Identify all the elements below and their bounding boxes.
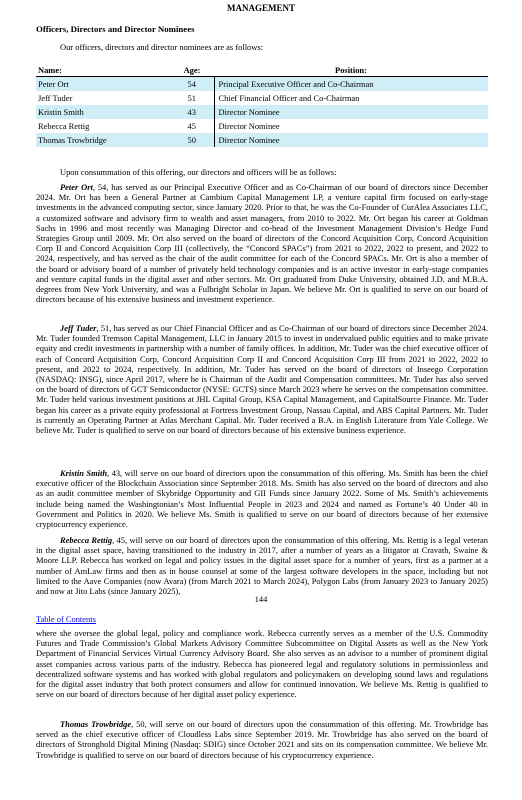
- page-title: MANAGEMENT: [227, 3, 295, 13]
- table-of-contents-link[interactable]: Table of Contents: [36, 614, 96, 624]
- bio-name: Jeff Tuder: [60, 323, 97, 333]
- bio-text: , 50, will serve on our board of directors upon the consummation of this offering. Mr. Trowbridge has served as the chief executive officer of Cloudless Labs since September 2019. Mr. Trowbridge has also served on the board of directors of Stronghold Digital Mining (Nasdaq: SDIG) since October 2021 and sits on its compensation committee. We believe Mr. Trowbridge is qualified to serve on our board of directors because of his cryptocurrency experience.: [36, 719, 488, 760]
- bio-name: Kristin Smith: [60, 468, 108, 478]
- cell-age: 43: [170, 105, 214, 119]
- cell-age: 51: [187, 93, 196, 104]
- cell-position: Chief Financial Officer and Co-Chairman: [214, 91, 488, 105]
- continuation-text: where she oversee the global legal, policy and compliance work. Rebecca currently serves as a member of the U.S. Commodity Futures and Trade Commission’s Global Markets Advisory Committee Subcommittee on Digital Assets as well as the New York Department of Financial Services Virtual Currency Advisory Board. She also serves as an advisor to a number of prominent digital asset companies across various parts of the industry. Rebecca has pioneered legal and regulatory solutions in permissionless and decentralized software systems and has worked with global regulators and policymakers on developing sound laws and regulations for the digital asset industry that both protect consumers and allow for continued innovation. We believe Ms. Rettig is qualified to serve on our board of directors because of her digital asset policy experience.: [36, 628, 488, 700]
- table-row: [36, 105, 488, 119]
- cell-age: 54: [170, 77, 214, 92]
- column-header-position: Position:: [214, 64, 488, 77]
- cell-name: Peter Ort: [36, 77, 170, 92]
- page-number: 144: [254, 594, 268, 604]
- section-heading: Officers, Directors and Director Nominees: [36, 24, 195, 34]
- cell-age: 45: [187, 121, 196, 132]
- directors-table: [36, 64, 488, 147]
- bio-text: , 45, will serve on our board of directors upon the consummation of this offering. Ms. Rettig is a legal veteran in the digital asset space, having transitioned to the industry in 2017, after a number of years as a litigator at Cravath, Swaine & Moore LLP. Rebecca has worked on legal and policy issues in the digital asset space for a number of years, first as a partner at a number of AmLaw firms and then as in house counsel at some of the largest software developers in the space, including but not limited to the Aave Companies (now Avara) (from March 2021 to March 2024), Polygon Labs (from January 2023 to January 2025) and now at Jito Labs (since January 2025),: [36, 535, 489, 597]
- bio-thomas-trowbridge: [36, 719, 488, 760]
- bio-kristin-smith: [36, 468, 488, 529]
- bio-name: Thomas Trowbridge: [60, 719, 132, 729]
- bio-rebecca-rettig: [36, 535, 488, 596]
- table-row: [36, 133, 488, 147]
- table-row: [36, 77, 488, 92]
- bio-name: Peter Ort: [60, 182, 93, 192]
- column-header-age: Age:: [170, 64, 214, 77]
- cell-name: Rebecca Rettig: [38, 121, 90, 132]
- table-header-row: [36, 64, 488, 77]
- bio-rebecca-rettig-continued: [36, 628, 488, 699]
- cell-position: Principal Executive Officer and Co-Chairman: [214, 77, 488, 92]
- cell-name: Kristin Smith: [36, 105, 170, 119]
- intro-text: Our officers, directors and director nominees are as follows:: [60, 42, 263, 52]
- cell-position: Director Nominee: [214, 105, 488, 119]
- bio-text: , 51, has served as our Chief Financial Officer and as Co-Chairman of our board of directors since December 2024. Mr. Tuder founded Tremson Capital Management, LLC in January 2015 to invest in undervalued public equities and to make private equity and credit investments in partnership with a number of family offices. In addition, Mr. Tuder was the chief executive officer of each of Concord Acquisition Corp, Concord Acquisition Corp II and Concord Acquisition Corp III from 2021 to 2022, 2022 to present, and 2022 to 2024, respectively. In addition, Mr. Tuder has served on the board of directors of Inseego Corporation (NASDAQ: INSG), since April 2017, where he is Chairman of the Audit and Compensation committees. Mr. Tuder has also served on the board of directors of GCT Semiconductor (NYSE: GCTS) since March 2023 where he serves on the compensation committee. Mr. Tuder held various investment positions at JHL Capital Group, KSA Capital Management, and CapitalSource Finance. Mr. Tuder began his career as a private equity professional at Fortress Investment Group, Nassau Capital, and ABS Capital Partners. Mr. Tuder is currently an Operating Partner at Atlas Merchant Capital. Mr. Tuder received a B.A. in English Literature from Yale College. We believe Mr. Tuder is qualified to serve on our board of directors because of his extensive business experience.: [36, 323, 488, 436]
- cell-age: 50: [170, 133, 214, 147]
- bio-name: Rebecca Rettig: [60, 535, 113, 545]
- cell-name: Thomas Trowbridge: [36, 133, 170, 147]
- table-row: [36, 119, 488, 133]
- bio-peter-ort: [36, 182, 488, 304]
- bio-text: , 54, has served as our Principal Executive Officer and as Co-Chairman of our board of directors since December 2024. Mr. Ort has been a General Partner at Cambium Capital Management LP, a venture capital firm focused on early-stage investments in the advanced computing sector, since January 2020. Prior to that, he was the Co-Founder of CurAlea Associates LLC, a customized software and advisory firm to wealth and asset managers, from 2010 to 2022. Mr. Ort began his career at Goldman Sachs in 1996 and most recently was Managing Director and co-head of the Investment Management Division’s Hedge Fund Strategies Group until 2009. Mr. Ort also served on the board of directors of the Concord Acquisition Corp, Concord Acquisition Corp II and Concord Acquisition Corp III (collectively, the “Concord SPACs”) from 2021 to 2022, 2022 to present, and 2022 to 2024, respectively, and has served as the chair of the audit committee for each of the Concord SPACs. Mr. Ort is also a member of the board or advisory board of a number of privately held technology companies and is an active investor in early-stage companies and venture capital funds in the digital asset and other sectors. Mr. Ort graduated from Duke University, obtained J.D. and M.B.A. degrees from New York University, and was a Fulbright Scholar in Japan. We believe Mr. Ort is qualified to serve on our board of directors because of his extensive business and investment experience.: [36, 182, 488, 305]
- cell-position: Director Nominee: [214, 119, 488, 133]
- column-header-name: Name:: [36, 64, 170, 77]
- bio-jeff-tuder: [36, 323, 488, 435]
- table-row: [36, 91, 488, 105]
- lead-sentence: Upon consummation of this offering, our directors and officers will be as follows:: [60, 167, 337, 177]
- cell-position: Director Nominee: [214, 133, 488, 147]
- cell-name: Jeff Tuder: [38, 93, 73, 104]
- bio-text: , 43, will serve on our board of directors upon the consummation of this offering. Ms. Smith has been the chief executive officer of the Blockchain Association since September 2018. Ms. Smith has also served on the board of directors and also as an audit committee member of Skybridge Opportunity and GII Funds since January 2022. Some of Ms. Smith’s achievements include being named the Washingtonian’s Most Influential People in 2023 and 2024 and named as Fortune’s 40 Under 40 in Government and Politics in 2020. We believe Ms. Smith is qualified to serve on our board of directors because of her extensive cryptocurrency experience.: [36, 468, 488, 530]
